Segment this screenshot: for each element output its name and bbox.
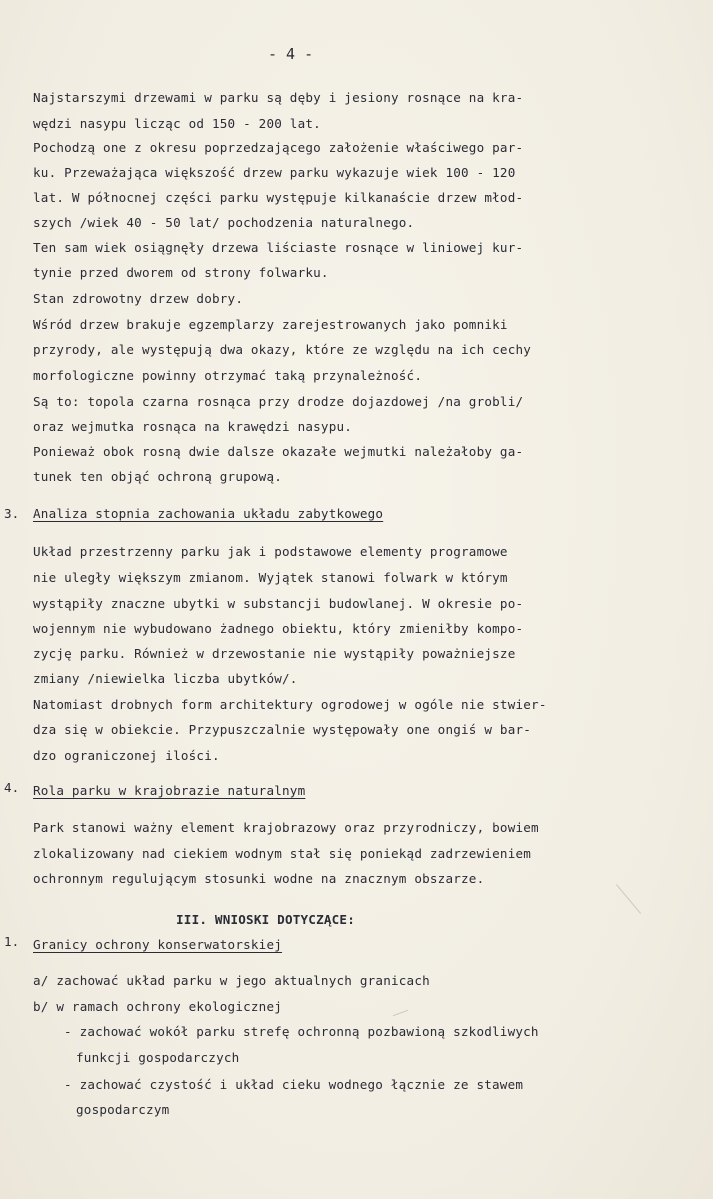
paragraph-line: ku. Przeważająca większość drzew parku wykazuje wiek 100 - 120 [33,165,516,180]
section-4-line: Park stanowi ważny element krajobrazowy oraz przyrodniczy, bowiem [33,820,539,835]
paragraph-line: przyrody, ale występują dwa okazy, które ze względu na ich cechy [33,342,532,357]
section-1-number: 1. [4,934,20,949]
section-1-heading: Granicy ochrony konserwatorskiej [33,937,283,952]
section-1-subitem: funkcji gospodarczych [76,1050,240,1065]
section-1-subitem: - zachować czystość i układ cieku wodnego łącznie ze stawem [64,1077,524,1092]
section-1-subitem: gospodarczym [76,1102,170,1117]
paragraph-line: oraz wejmutka rosnąca na krawędzi nasypu. [33,419,353,434]
section-3-line: nie uległy większym zmianom. Wyjątek stanowi folwark w którym [33,570,508,585]
paragraph-line: morfologiczne powinny otrzymać taką przynależność. [33,368,423,383]
section-1-item: a/ zachować układ parku w jego aktualnych granicach [33,973,430,988]
section-3-line: dza się w obiekcie. Przypuszczalnie występowały one ongiś w bar- [33,722,532,737]
section-3-line: dzo ograniczonej ilości. [33,748,220,763]
section-1-item: b/ w ramach ochrony ekologicznej [33,999,283,1014]
paragraph-line: Ponieważ obok rosną dwie dalsze okazałe wejmutki należałoby ga- [33,444,524,459]
section-3-line: zycję parku. Również w drzewostanie nie wystąpiły poważniejsze [33,646,516,661]
pencil-mark [393,1010,408,1016]
section-4-line: zlokalizowany nad ciekiem wodnym stał się poniekąd zadrzewieniem [33,846,532,861]
paragraph-line: Ten sam wiek osiągnęły drzewa liściaste rosnące w liniowej kur- [33,240,524,255]
section-3-line: wystąpiły znaczne ubytki w substancji budowlanej. W okresie po- [33,596,524,611]
paragraph-line: tunek ten objąć ochroną grupową. [33,469,283,484]
paragraph-line: szych /wiek 40 - 50 lat/ pochodzenia naturalnego. [33,215,415,230]
paragraph-line: Są to: topola czarna rosnąca przy drodze dojazdowej /na grobli/ [33,394,524,409]
section-1-subitem: - zachować wokół parku strefę ochronną pozbawioną szkodliwych [64,1024,539,1039]
paragraph-line: Stan zdrowotny drzew dobry. [33,291,244,306]
section-4-number: 4. [4,780,20,795]
pencil-mark [616,884,641,914]
paragraph-line: lat. W północnej części parku występuje kilkanaście drzew młod- [33,190,524,205]
chapter-heading: III. WNIOSKI DOTYCZĄCE: [176,912,355,927]
paragraph-line: Najstarszymi drzewami w parku są dęby i jesiony rosnące na kra- [33,90,524,105]
section-3-heading: Analiza stopnia zachowania układu zabytkowego [33,506,384,521]
paragraph-line: Wśród drzew brakuje egzemplarzy zarejestrowanych jako pomniki [33,317,508,332]
section-3-line: wojennym nie wybudowano żadnego obiektu, który zmieniłby kompo- [33,621,524,636]
section-3-line: Natomiast drobnych form architektury ogrodowej w ogóle nie stwier- [33,697,547,712]
section-3-line: zmiany /niewielka liczba ubytków/. [33,671,298,686]
paragraph-line: wędzi nasypu licząc od 150 - 200 lat. [33,116,321,131]
section-4-line: ochronnym regulującym stosunki wodne na znacznym obszarze. [33,871,485,886]
page-number: - 4 - [268,45,314,63]
section-3-line: Układ przestrzenny parku jak i podstawowe elementy programowe [33,544,508,559]
section-3-number: 3. [4,506,20,521]
paragraph-line: tynie przed dworem od strony folwarku. [33,265,329,280]
paragraph-line: Pochodzą one z okresu poprzedzającego założenie właściwego par- [33,140,524,155]
section-4-heading: Rola parku w krajobrazie naturalnym [33,783,306,798]
